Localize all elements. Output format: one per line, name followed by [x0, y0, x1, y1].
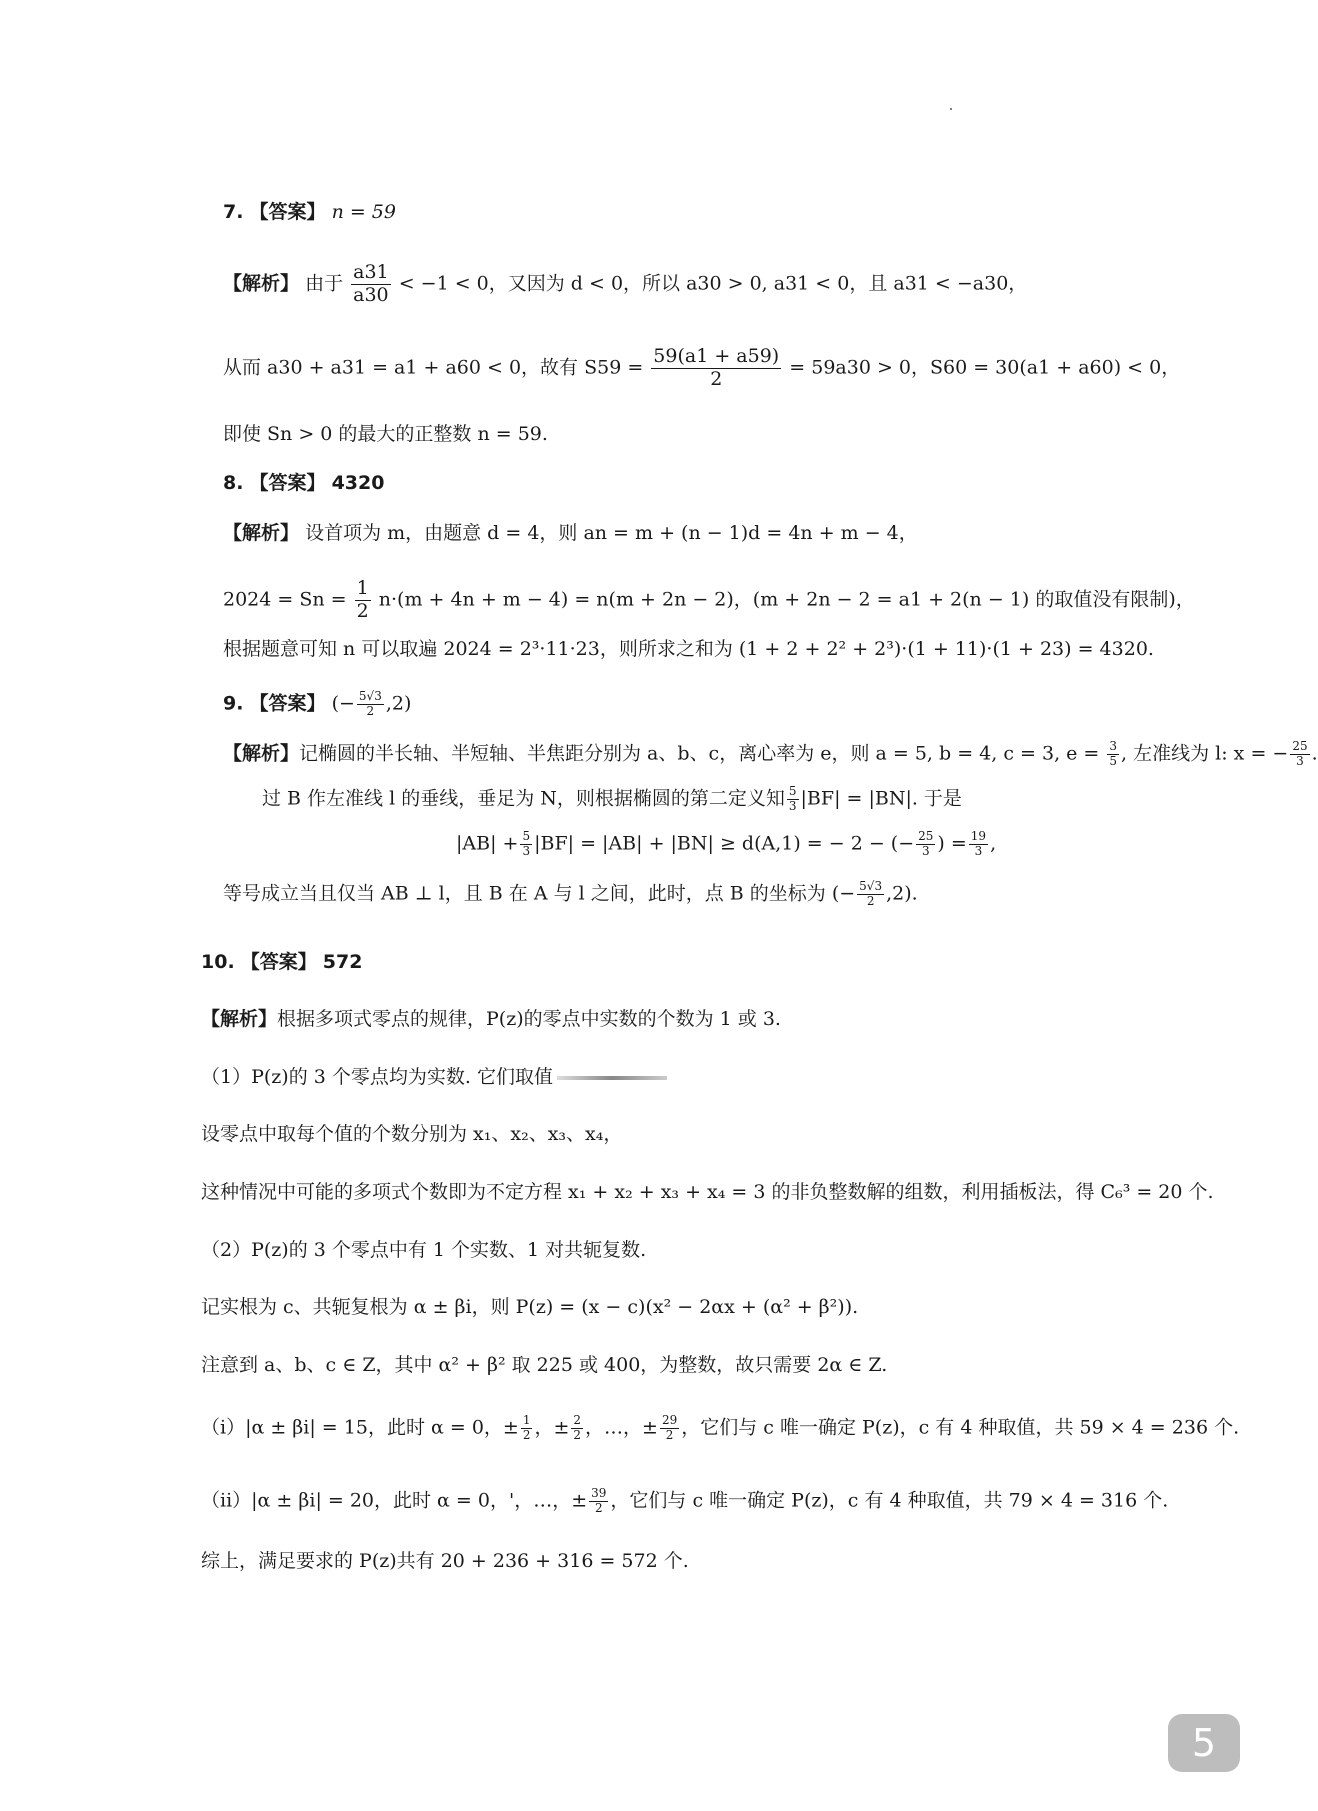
q8-analysis-line-1: 【解析】 设首项为 m，由题意 d = 4，则 an = m + (n − 1)d = 4n + m − 4，	[223, 522, 918, 544]
q7-analysis-line-1: 【解析】 由于 $\frac{a31}{a30}$ < −1 < 0，又因为 d < 0，所以 a30 > 0, a31 < 0，且 a31 < −a30，	[223, 261, 1028, 306]
q8-answer-line: 8. 【答案】 4320	[223, 472, 385, 494]
fraction: $\frac{a31}{a30}$	[353, 261, 389, 306]
q10-analysis-line-9: （ii）|α ± βi| = 20，此时 α = 0，'，…，± $\frac{39}{2}$ ，它们与 c 唯一确定 P(z)，c 有 4 种取值，共 79 × 4 = 316 个.	[201, 1486, 1169, 1515]
fraction: $\frac{2}{2}$	[573, 1413, 582, 1442]
q9-analysis-line-4: 等号成立当且仅当 AB ⊥ l，且 B 在 A 与 l 之间，此时，点 B 的坐标为 (− $\frac{5√3}{2}$ ,2).	[223, 879, 918, 908]
q9-analysis-line-3: |AB| + $\frac{5}{3}$ |BF| = |AB| + |BN| ≥ d(A,1) = − 2 − (− $\frac{25}{3}$ ) = $\frac{19}{3}$ ,	[456, 829, 997, 858]
analysis-tag: 【解析】	[223, 522, 300, 544]
answer-tag: 【答案】	[249, 472, 326, 494]
analysis-tag: 【解析】	[223, 272, 300, 295]
q7-answer-line: 7. 【答案】 n = 59	[223, 201, 396, 223]
q8-analysis-line-2: 2024 = Sn = $\frac{1}{2}$ n·(m + 4n + m − 4) = n(m + 2n − 2)，(m + 2n − 2 = a1 + 2(n − 1) 的取值没有限制)，	[223, 577, 1195, 622]
fraction: $\frac{5}{3}$	[788, 784, 797, 813]
q9-answer-line: 9. 【答案】 (− $\frac{5√3}{2}$ ,2)	[223, 689, 412, 718]
fraction: $\frac{5}{3}$	[522, 829, 531, 858]
fraction: $\frac{5√3}{2}$	[859, 879, 883, 908]
q8-analysis-line-3: 根据题意可知 n 可以取遍 2024 = 2³·11·23，则所求之和为 (1 + 2 + 2² + 2³)·(1 + 11)·(1 + 23) = 4320.	[223, 638, 1154, 660]
q7-analysis-line-2: 从而 a30 + a31 = a1 + a60 < 0，故有 S59 = $\frac{59(a1 + a59)}{2}$ = 59a30 > 0，S60 = 30(a1 + a60) < 0，	[223, 345, 1181, 390]
q10-analysis-line-5: （2）P(z)的 3 个零点中有 1 个实数、1 对共轭复数.	[201, 1239, 647, 1261]
page-number-badge[interactable]: 5	[1168, 1714, 1240, 1772]
speck	[950, 108, 952, 110]
q10-analysis-line-10: 综上，满足要求的 P(z)共有 20 + 236 + 316 = 572 个.	[201, 1550, 689, 1572]
q10-analysis-line-2: （1）P(z)的 3 个零点均为实数. 它们取值	[201, 1064, 667, 1090]
fraction: $\frac{29}{2}$	[661, 1413, 678, 1442]
analysis-tag: 【解析】	[201, 1008, 278, 1030]
smudge-mark	[557, 1076, 667, 1080]
fraction: $\frac{1}{2}$	[356, 577, 369, 622]
q7-analysis-line-3: 即使 Sn > 0 的最大的正整数 n = 59.	[223, 423, 548, 445]
q9-analysis-line-1: 【解析】记椭圆的半长轴、半短轴、半焦距分别为 a、b、c，离心率为 e，则 a = 5, b = 4, c = 3, e = $\frac{3}{5}$ , 左准线为 l: x = − $\frac{25}{3}$ .	[223, 739, 1318, 768]
q10-analysis-line-6: 记实根为 c、共轭复根为 α ± βi，则 P(z) = (x − c)(x² − 2αx + (α² + β²)).	[201, 1296, 859, 1318]
answer-tag: 【答案】	[240, 951, 317, 973]
fraction: $\frac{59(a1 + a59)}{2}$	[653, 345, 780, 390]
q10-analysis-line-1: 【解析】根据多项式零点的规律，P(z)的零点中实数的个数为 1 或 3.	[201, 1008, 781, 1030]
q10-answer-line: 10. 【答案】 572	[201, 951, 363, 973]
q10-analysis-line-8: （i）|α ± βi| = 15，此时 α = 0，± $\frac{1}{2}$ ，± $\frac{2}{2}$ ，…，± $\frac{29}{2}$ ，它们与 c 唯一确定 P(z)，c 有 4 种取值，共 59 × 4 = 236 个.	[201, 1413, 1240, 1442]
analysis-tag: 【解析】	[223, 742, 300, 765]
q10-analysis-line-7: 注意到 a、b、c ∈ Z，其中 α² + β² 取 225 或 400，为整数，故只需要 2α ∈ Z.	[201, 1354, 888, 1376]
answer-tag: 【答案】	[249, 201, 326, 223]
q10-analysis-line-3: 设零点中取每个值的个数分别为 x₁、x₂、x₃、x₄，	[201, 1123, 623, 1145]
fraction: $\frac{19}{3}$	[970, 829, 987, 858]
fraction: $\frac{1}{2}$	[522, 1413, 531, 1442]
fraction: $\frac{5√3}{2}$	[358, 689, 382, 718]
answer-tag: 【答案】	[249, 692, 326, 715]
q10-analysis-line-4: 这种情况中可能的多项式个数即为不定方程 x₁ + x₂ + x₃ + x₄ = 3 的非负整数解的组数，利用插板法，得 C₆³ = 20 个.	[201, 1181, 1214, 1203]
fraction: $\frac{3}{5}$	[1109, 739, 1118, 768]
q9-analysis-line-2: 过 B 作左准线 l 的垂线，垂足为 N，则根据椭圆的第二定义知 $\frac{5}{3}$ |BF| = |BN|. 于是	[262, 784, 962, 813]
fraction: $\frac{39}{2}$	[591, 1486, 607, 1515]
fraction: $\frac{25}{3}$	[1292, 739, 1308, 768]
fraction: $\frac{25}{3}$	[918, 829, 934, 858]
